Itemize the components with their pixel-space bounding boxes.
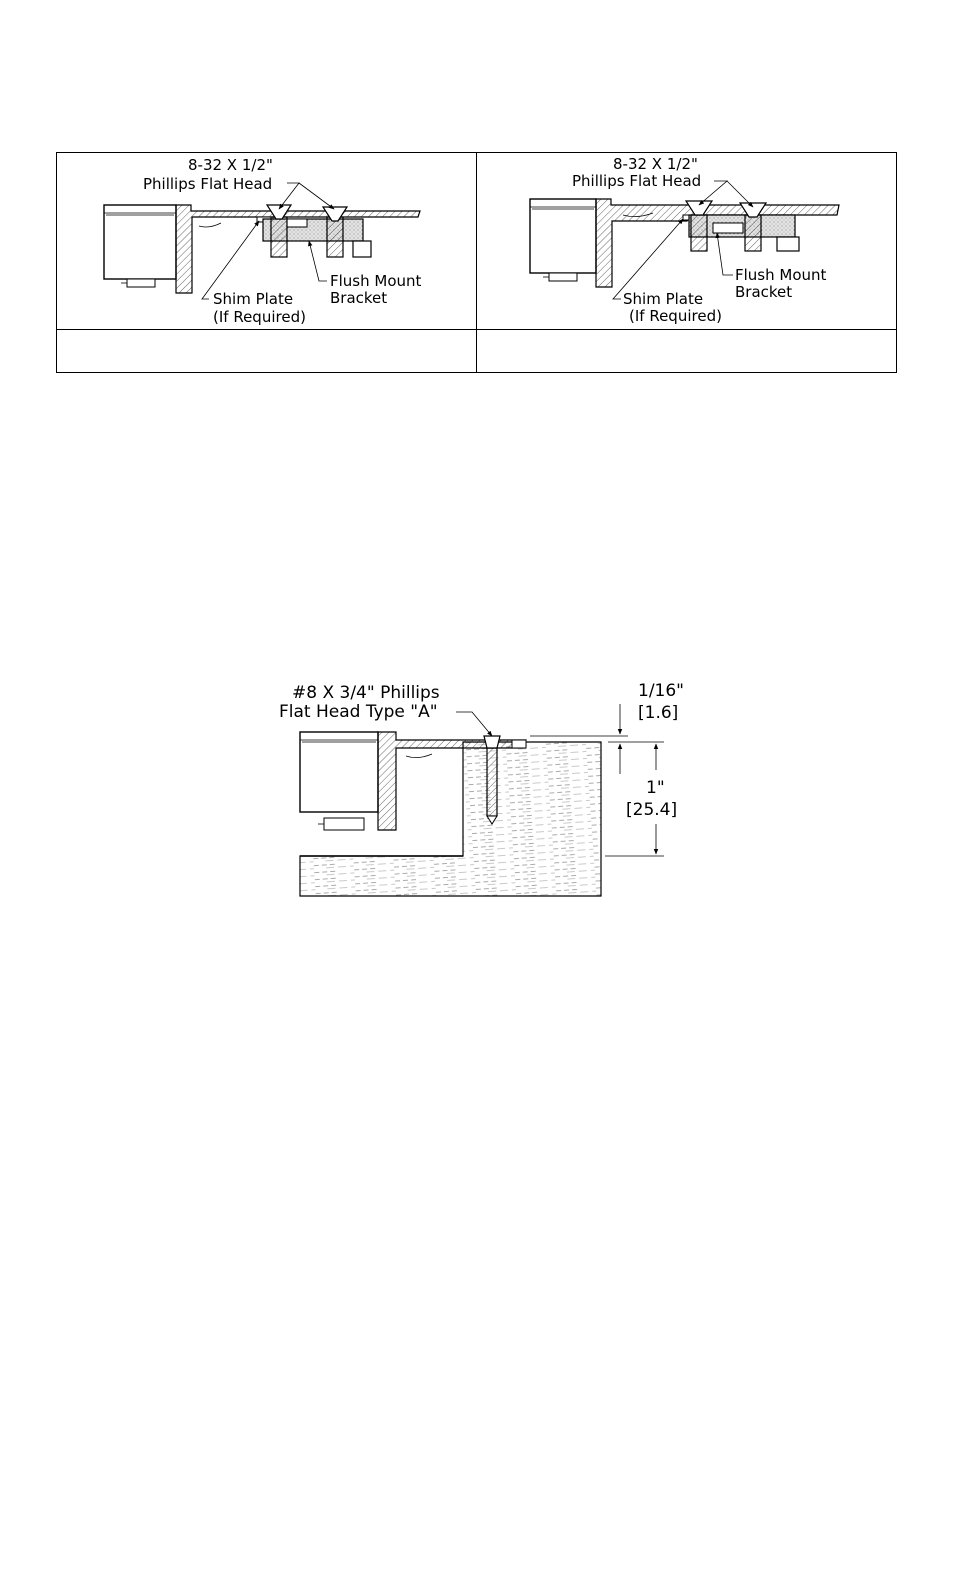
screw-head — [484, 736, 500, 748]
bracket-label-line1: Flush Mount — [330, 272, 422, 290]
screw-shank-right — [327, 217, 343, 257]
figure-2-caption — [477, 330, 897, 373]
dim-large-metric: [25.4] — [626, 800, 678, 820]
figure-3-drawing — [260, 670, 700, 902]
screw-shank-right — [745, 215, 761, 251]
figure-1-caption — [57, 330, 477, 373]
screw-shank-left — [271, 217, 287, 257]
screw-leader-right — [299, 183, 334, 209]
screw-shank-left — [691, 215, 707, 251]
bracket-leader — [309, 241, 327, 281]
screw-label-line1: 8-32 X 1/2" — [613, 155, 698, 173]
screw-label-line2: Phillips Flat Head — [572, 172, 702, 190]
figure-2-drawing — [477, 153, 896, 329]
wood-substrate-upper — [463, 742, 601, 856]
bracket-label-line1: Flush Mount — [735, 266, 827, 284]
tile-block — [300, 732, 378, 812]
dim-small-metric: [1.6] — [638, 703, 679, 723]
shim-label-line2: (If Required) — [213, 308, 306, 326]
figure-2-cell — [477, 153, 897, 330]
dim-large-imperial: 1" — [646, 778, 665, 798]
trim-surface-mark — [406, 754, 432, 758]
bracket-tab — [353, 241, 371, 257]
screw-shank — [487, 748, 497, 816]
bracket-recess — [287, 219, 307, 227]
tile-foot — [324, 818, 364, 830]
screw-label-line2: Flat Head Type "A" — [279, 702, 438, 722]
wood-substrate-lower — [300, 856, 601, 896]
trim-end-cap — [512, 740, 526, 748]
shim-label-line1: Shim Plate — [623, 290, 704, 308]
screw-label-line1: #8 X 3/4" Phillips — [292, 683, 440, 703]
trim-surface-mark — [199, 223, 221, 227]
figure-1-drawing — [57, 153, 476, 329]
tile-foot — [127, 279, 155, 287]
tile-block — [530, 199, 596, 273]
screw-leader — [456, 712, 492, 736]
shim-leader — [202, 221, 259, 299]
shim-label-line1: Shim Plate — [213, 290, 294, 308]
tile-block — [104, 205, 176, 279]
tile-foot — [549, 273, 577, 281]
bracket-leader — [717, 233, 733, 275]
bracket-label-line2: Bracket — [330, 289, 388, 307]
figure-1-cell — [57, 153, 477, 330]
screw-leader-left — [699, 181, 727, 205]
dim-small-imperial: 1/16" — [638, 681, 684, 701]
bracket-label-line2: Bracket — [735, 283, 793, 301]
shim-label-line2: (If Required) — [629, 307, 722, 325]
screw-label-line1: 8-32 X 1/2" — [188, 156, 273, 174]
shim-leader — [613, 219, 683, 299]
screw-label-line2: Phillips Flat Head — [143, 175, 273, 193]
bracket-tab — [777, 237, 799, 251]
figure-table — [56, 152, 897, 373]
bracket-recess — [713, 223, 743, 233]
